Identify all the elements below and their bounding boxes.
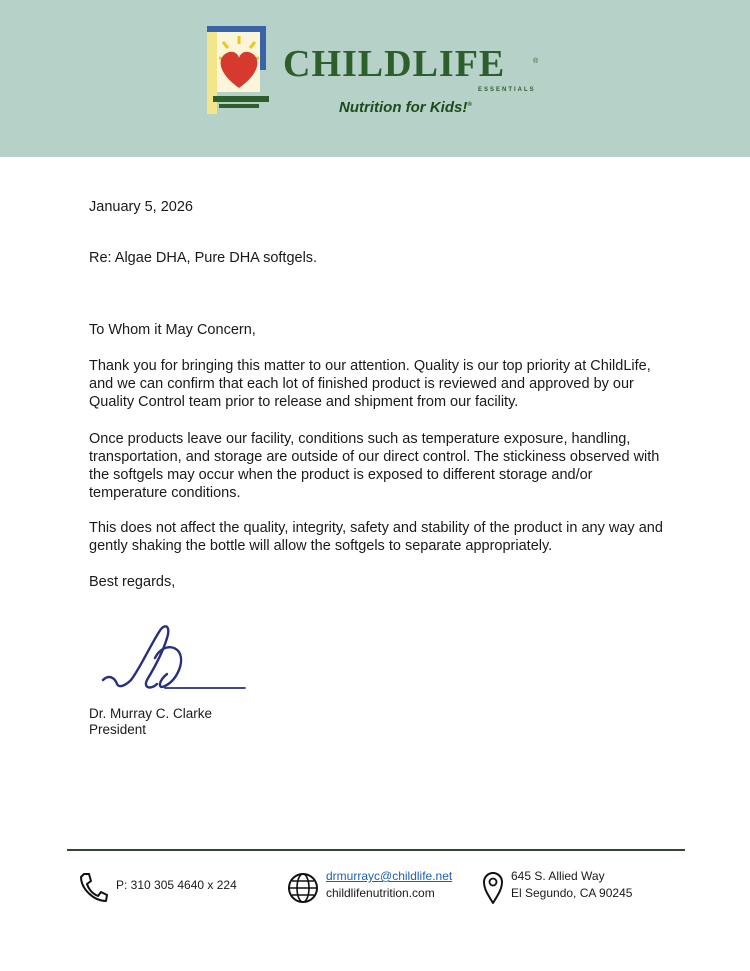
address <box>511 868 632 902</box>
body-paragraph: This does not affect the quality, integrity, safety and stability of the product in any way and gently shaking the bottle will allow the softgels to separate appropriately. <box>89 520 663 554</box>
salutation: To Whom it May Concern, <box>89 322 256 338</box>
letter-date: January 5, 2026 <box>89 199 193 215</box>
address-line-1: 645 S. Allied Way <box>511 869 605 883</box>
closing: Best regards, <box>89 574 176 590</box>
brand-registered-mark: ® <box>533 58 539 65</box>
letterhead-banner <box>0 0 750 157</box>
address-line-2: El Segundo, CA 90245 <box>511 886 633 900</box>
body-paragraph: Thank you for bringing this matter to our attention. Quality is our top priority at ChildLife, and we can confirm that each lot of finished product is reviewed and approved by our Quality Control team prior to release and shipment from our facility. <box>89 358 651 410</box>
brand-subtitle: ESSENTIALS <box>478 87 536 93</box>
footer-divider <box>67 849 685 851</box>
contact-web <box>326 868 452 902</box>
location-pin-icon <box>482 871 504 905</box>
body-paragraph: Once products leave our facility, conditions such as temperature exposure, handling, transportation, and storage are outside of our direct control. The stickiness observed with the softgels may occur when the product is exposed to different storage and/or temperature conditions. <box>89 431 660 501</box>
signer-name: Dr. Murray C. Clarke <box>89 706 213 721</box>
email-link[interactable]: drmurrayc@childlife.net <box>326 869 453 883</box>
phone-number: P: 310 305 4640 x 224 <box>116 878 237 892</box>
childlife-heart-logo <box>205 24 275 116</box>
phone-icon <box>78 871 108 903</box>
subject-line: Re: Algae DHA, Pure DHA softgels. <box>89 250 318 266</box>
signer-title: President <box>89 722 147 737</box>
brand-tagline: Nutrition for Kids!® <box>339 99 472 116</box>
handwritten-signature <box>95 618 255 698</box>
brand-name: CHILDLIFE <box>283 43 506 85</box>
website-text: childlifenutrition.com <box>326 886 435 900</box>
globe-icon <box>287 872 319 904</box>
